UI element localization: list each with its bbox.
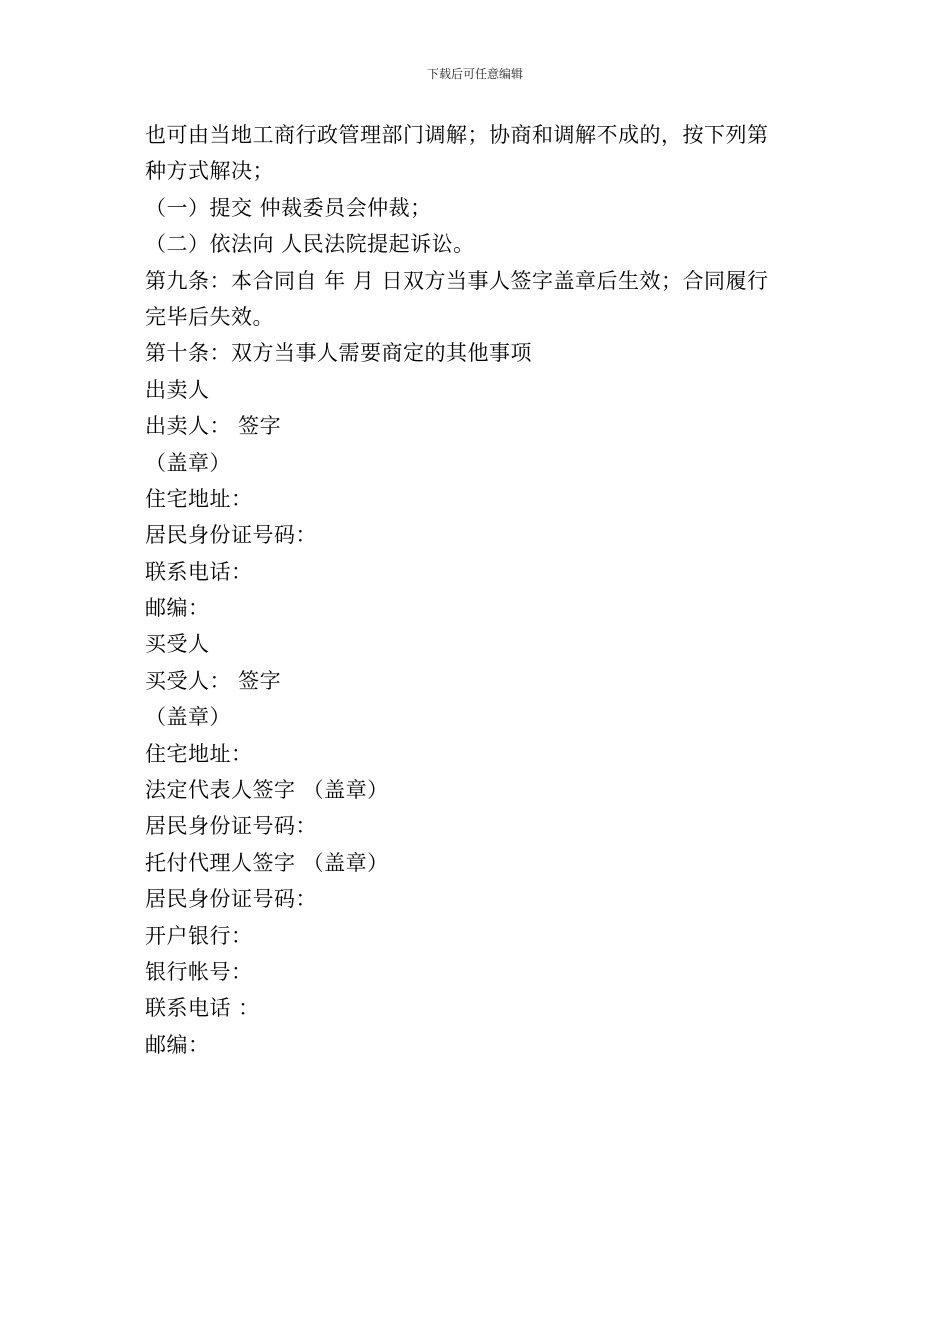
option-arbitration: （一）提交 仲裁委员会仲裁； [145, 195, 432, 220]
legal-rep-signature: 法定代表人签字 （盖章） [145, 778, 389, 803]
buyer-postcode: 邮编： [145, 1032, 210, 1057]
buyer-address: 住宅地址： [145, 741, 253, 766]
article-nine: 第九条：本合同自 年 月 日双方当事人签字盖章后生效；合同履行 [145, 268, 769, 293]
seller-postcode: 邮编： [145, 596, 210, 621]
seller-heading: 出卖人 [145, 377, 210, 402]
seller-id-number: 居民身份证号码： [145, 523, 317, 548]
agent-id-number: 居民身份证号码： [145, 887, 317, 912]
paragraph-mediation-cont: 种方式解决； [145, 159, 274, 184]
buyer-seal: （盖章） [145, 705, 231, 730]
seller-address: 住宅地址： [145, 486, 253, 511]
article-ten: 第十条：双方当事人需要商定的其他事项 [145, 341, 532, 366]
buyer-heading: 买受人 [145, 632, 210, 657]
bank-account: 银行帐号： [145, 959, 253, 984]
buyer-signature: 买受人： 签字 [145, 668, 282, 693]
page-header: 下载后可任意编辑 [426, 67, 523, 81]
document-body [145, 117, 810, 1063]
bank-name: 开户银行： [145, 923, 253, 948]
article-nine-cont: 完毕后失效。 [145, 304, 274, 329]
option-litigation: （二）依法向 人民法院提起诉讼。 [145, 232, 475, 257]
seller-phone: 联系电话： [145, 559, 253, 584]
buyer-phone: 联系电话 ： [145, 996, 260, 1021]
seller-seal: （盖章） [145, 450, 231, 475]
legal-rep-id-number: 居民身份证号码： [145, 814, 317, 839]
paragraph-mediation: 也可由当地工商行政管理部门调解；协商和调解不成的，按下列第 [145, 123, 769, 147]
agent-signature: 托付代理人签字 （盖章） [145, 850, 389, 875]
seller-signature: 出卖人： 签字 [145, 414, 282, 439]
